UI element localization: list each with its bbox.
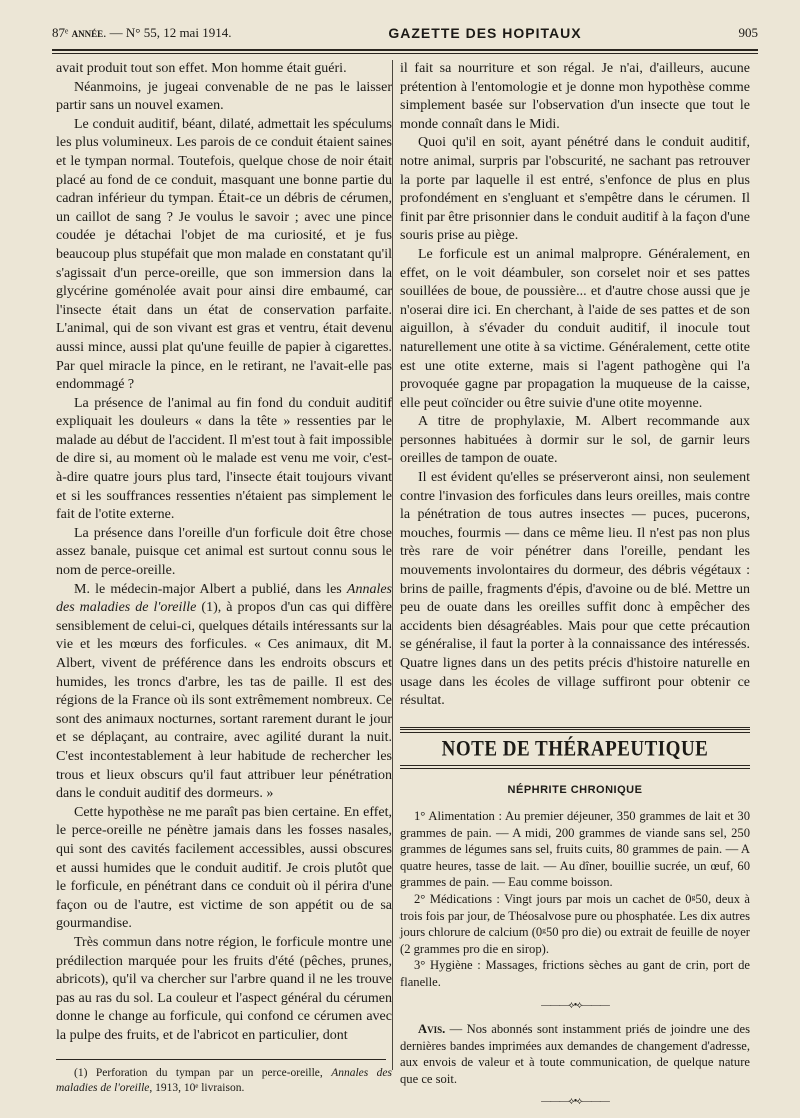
paragraph: Cette hypothèse ne me paraît pas bien certaine. En effet, le perce-oreille ne pénètre jamais dans les fosses nasales, qui sont des cavités facilement accessibles, aussi obscures et aussi humides que le conduit auditif. Je crois plutôt que le forficule, en pénétrant dans ce conduit où il périra d'une façon ou de l'autre, est victime de son appétit ou de sa gourmandise. bbox=[56, 804, 392, 932]
left-column bbox=[56, 60, 392, 1096]
section-title: NOTE DE THÉRAPEUTIQUE bbox=[441, 737, 709, 762]
subscriber-notice: Avis. — Nos abonnés sont instamment priés de joindre une des dernières bandes imprimées aux demandes de changement d'adresse, aux envois de valeur et à toute communication, de quelque nature que ce soit. bbox=[400, 1022, 750, 1086]
therapy-item: 3° Hygiène : Massages, frictions sèches au gant de crin, port de flanelle. bbox=[400, 958, 750, 989]
footnote-rule bbox=[56, 1059, 386, 1060]
paragraph: Le forficule est un animal malpropre. Généralement, en effet, on le voit déambuler, son corselet noir et ses pattes souillées de boue, de poussière... et d'autre chose aussi que je n'oserai dire ici. En cherchant, à l'aide de ses pattes et de son aiguillon, à s'évader du conduit auditif, il inocule tout naturellement une otite à sa victime. Généralement, cette otite est une otite externe, mais si l'agent pathogène qui l'a provoquée gagne par propagation la muqueuse de la caisse, elle peut coïncider ou être suivie d'une otite moyenne. bbox=[400, 246, 750, 411]
subsection-title: NÉPHRITE CHRONIQUE bbox=[507, 784, 643, 797]
column-divider bbox=[392, 60, 393, 1070]
ornament-divider-end: ———⟡•⟡——— bbox=[541, 1096, 609, 1108]
section-rule bbox=[400, 727, 750, 733]
paragraph: Quoi qu'il en soit, ayant pénétré dans le conduit auditif, notre animal, surpris par l'obscurité, ne sachant pas retrouver la porte par laquelle il est entré, s'enfonce de plus en plus profondément en s'engluant et s'empêtre dans le cérumen. Il finit par être prisonnier dans le conduit auditif à la façon d'une souris prise au piège. bbox=[400, 135, 750, 244]
issue-info: 87ᵉ année. — N° 55, 12 mai 1914. bbox=[52, 25, 232, 40]
section-rule-bottom bbox=[400, 765, 750, 769]
paragraph: avait produit tout son effet. Mon homme était guéri. bbox=[56, 61, 347, 76]
therapy-item: 1° Alimentation : Au premier déjeuner, 350 grammes de lait et 30 grammes de pain. — A midi, 200 grammes de viande sans sel, 250 grammes de légumes sans sel, fruits cuits, 80 grammes de pain. — A quatre heures, tasse de lait. — Au dîner, bouillie sucrée, un œuf, 60 grammes de pain. — Eau comme boisson. bbox=[400, 808, 750, 890]
therapy-list bbox=[400, 808, 750, 991]
paragraph: A titre de prophylaxie, M. Albert recommande aux personnes habituées à dormir sur le sol, de garnir leurs oreilles de tampon de ouate. bbox=[400, 414, 750, 467]
ornament-divider: ———⟡•⟡——— bbox=[541, 999, 609, 1011]
paragraph: La présence de l'animal au fin fond du conduit auditif expliquait les douleurs « dans la tête » ressenties par le malade au début de l'accident. Il m'est tout à fait impossible de dire si, au moment où le malade est venu me voir, c'est-à-dire quatre jours plus tard, l'insecte était toujours vivant et si les souffrances ressenties n'étaient pas simplement le fait de l'otite externe. bbox=[56, 395, 392, 523]
paragraph: Le conduit auditif, béant, dilaté, admettait les spéculums les plus volumineux. Les parois de ce conduit étaient saines et le tympan normal. Toutefois, quelque chose de noir était placé au fond de ce conduit, masquant une bonne partie du cadran inférieur du tympan. Était-ce un débris de cérumen, un caillot de sang ? Je voulus le savoir ; avec une pince coudée je détachai l'objet de ma curiosité, et je fus beaucoup plus stupéfait que mon malade en constatant qu'il s'agissait d'un perce-oreille, que son immersion dans la glycérine goménolée avait pour ainsi dire embaumé, car l'insecte était dans un état de conservation parfaite. L'animal, qui de son vivant est gras et ventru, était devenu aussi mince, aussi plat qu'une feuille de papier à cigarettes. Par quel miracle la pince, en le retirant, ne l'avait-elle pas endommagé ? bbox=[56, 116, 392, 393]
therapy-item: 2° Médications : Vingt jours par mois un cachet de 0ᵍ50, deux à trois fois par jour, de Théosalvose pure ou phosphatée. Les dix autres jours chlorure de calcium (0ᵍ50 pro die) ou extrait de feuille de noyer (2 grammes pro die en sirop). bbox=[400, 891, 750, 956]
paragraph-albert: M. le médecin-major Albert a publié, dans les Annales des maladies de l'oreille (1), à propos d'un cas qui diffère sensiblement de celui-ci, quelques détails intéressants sur la vie et les mœurs des forficules. « Ces animaux, dit M. Albert, vivent de préférence dans les endroits obscurs et humides, les troncs d'arbre, les tas de paille. Il est des régions de la France où ils sont extrêmement nombreux. Ce sont des animaux nocturnes, sortant rarement durant le jour et se déplaçant, au contraire, avec agilité durant la nuit. C'est incontestablement à leur habitude de rechercher les trous et lieux obscurs qu'il faut attribuer leur pénétration dans le conduit auditif des dormeurs. » bbox=[56, 581, 392, 802]
paragraph: La présence dans l'oreille d'un forficule doit être chose assez banale, puisque cet animal est surtout connu sous le nom de perce-oreille. bbox=[56, 525, 392, 579]
page-header bbox=[52, 20, 758, 46]
paragraph: Néanmoins, je jugeai convenable de ne pas le laisser partir sans un nouvel examen. bbox=[56, 79, 392, 114]
paragraph: Il est évident qu'elles se préserveront ainsi, non seulement contre l'invasion des forficules dans leurs oreilles, mais contre la pénétration de tous autres insectes — puces, pucerons, mouches, fourmis — dans ce même lieu. Il n'est pas non plus très rare de voir pénétrer dans l'oreille, pendant les mouvements involontaires du dormeur, des débris végétaux : brins de paille, fragments d'épis, d'avoine ou de blé. Mettre un peu de ouate dans les oreilles suffit donc à empêcher des accidents bien désagréables. Mais pour que cette précaution se généralise, il faut la porter à la connaissance des intéressés. Quatre lignes dans un des petits précis d'histoire naturelle en usage dans les écoles de village suffiront pour obtenir ce résultat. bbox=[400, 470, 750, 709]
journal-title: GAZETTE DES HOPITAUX bbox=[388, 25, 582, 41]
paragraph: Très commun dans notre région, le forficule montre une prédilection marquée pour les fruits d'été (pêches, prunes, abricots), qu'il va chercher sur l'arbre quand il ne les trouve pas au ras du sol. La couleur et l'aspect général du cérumen donne le change au forficule, qui confond ce cérumen avec la pulpe des fruits, et de l'abricot en particulier, dont bbox=[56, 934, 392, 1043]
paragraph: il fait sa nourriture et son régal. Je n'ai, d'ailleurs, aucune prétention à l'entomologie et je donne mon hypothèse comme simplement basée sur l'observation d'un insecte que tout le monde connaît dans le Midi. bbox=[400, 61, 750, 132]
journal-reference: Annales des maladies de l'oreille bbox=[56, 581, 392, 616]
footnote: (1) Perforation du tympan par un perce-oreille, Annales des maladies de l'oreille, 1913, 10ᵉ livraison. bbox=[56, 1067, 392, 1095]
header-rule bbox=[52, 49, 758, 54]
page-number: 905 bbox=[738, 25, 758, 40]
right-column bbox=[400, 60, 750, 1118]
